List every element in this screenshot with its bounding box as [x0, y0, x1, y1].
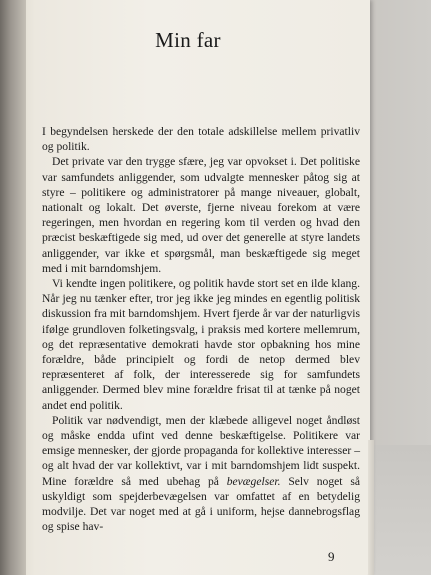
page-edge	[368, 440, 374, 575]
page-body	[42, 124, 360, 534]
chapter-title: Min far	[155, 28, 221, 52]
book-gutter	[0, 0, 26, 575]
paragraph-2: Det private var den trygge sfære, jeg var opvokset i. Det politiske var samfundets anliggender, som udvalgte mennesker påtog sig at styre – politikere og administratorer på mange niveauer, globalt, nationalt og lokalt. Det øverste, fjerne niveau forekom at være regeringen, men hvordan en regering kom til verden og hvad den præcist beskæftigede sig med, ud over det generelle at styre landets anliggender, var ikke et spørgsmål, man beskæftigede sig meget med i mit barndomshjem.	[42, 155, 360, 275]
book-page	[6, 0, 370, 575]
paragraph-1: I begyndelsen herskede der den totale adskillelse mellem privatliv og politik.	[42, 125, 360, 154]
emphasis-word: bevægelser.	[226, 474, 281, 488]
paragraph-4: Politik var nødvendigt, men der klæbede alligevel noget åndløst og måske endda ufint ved denne beskæftigelse. Politikere var emsige mennesker, der gjorde propaganda for kollektive interesser – og alt hvad der var kollektivt, var i mit barndomshjem lidt suspekt. Mine forældre så med ubehag på bevægelser. Selv noget så uskyldigt som spejderbevægelsen var omfattet af en betydelig modvilje. Det var noget med at gå i uniform, hejse dannebrogsflag og spise hav-	[42, 413, 360, 534]
paragraph-3: Vi kendte ingen politikere, og politik havde stort set en ilde klang. Når jeg nu tænker efter, tror jeg ikke jeg mindes en egentlig politisk diskussion fra mit barndomshjem. Hvert fjerde år var der naturligvis ifølge grundloven folketingsvalg, i praksis med kortere mellemrum, og det repræsentative demokrati havde stor opbakning hos mine forældre, både principielt og fordi de netop dermed blev repræsenteret af folk, der interesserede sig for samfundets anliggender. Dermed blev mine forældre frisat til at tænke på noget andet end politik.	[42, 277, 360, 412]
page-number: 9	[328, 549, 335, 564]
